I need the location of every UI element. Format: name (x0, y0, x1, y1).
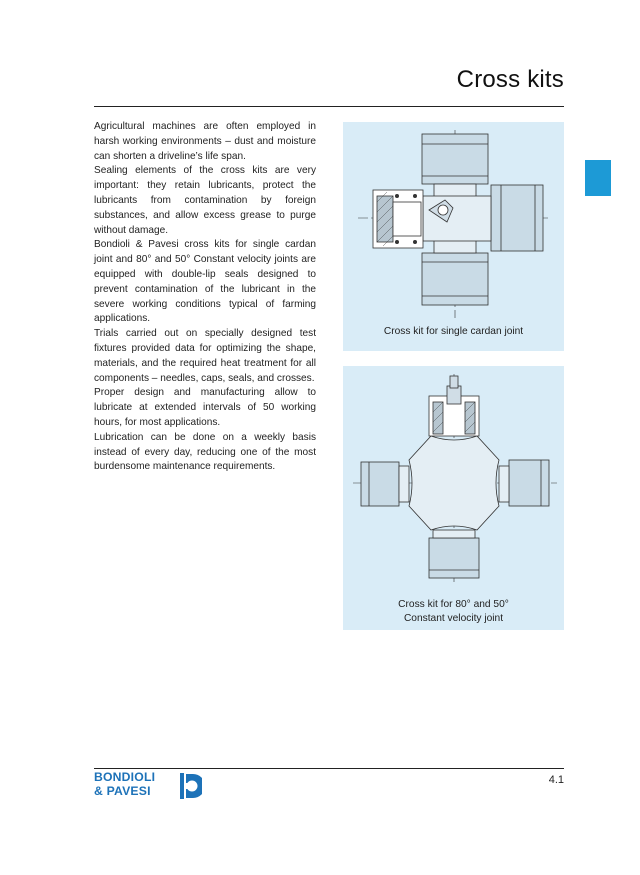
header-rule (94, 106, 564, 107)
logo-line: & PAVESI (94, 783, 151, 798)
page-number: 4.1 (548, 774, 564, 786)
figure-caption: Cross kit for single cardan joint (383, 326, 524, 337)
body-text (94, 120, 316, 475)
single-cardan-cross-drawing (343, 122, 564, 351)
logo-wordmark (94, 771, 155, 798)
figure-cv-joint-panel (343, 366, 564, 630)
logo-mark-icon (180, 773, 202, 799)
paragraph: Bondioli & Pavesi cross kits for single cardan joint and 80° and 50° Constant velocity joints are equipped with double-lip seals designed to prevent contamination of the lubricant in the severe working conditions typical of farming applications. (94, 239, 316, 325)
paragraph: Proper design and manufacturing allow to lubricate at extended intervals of 50 working hours, for most applications. (94, 387, 316, 428)
caption-line: Cross kit for 80° and 50° (398, 599, 509, 610)
paragraph: Sealing elements of the cross kits are very important: they retain lubricants, protect the lubricants from contamination by foreign substances, and allow excess grease to purge without damage. (94, 165, 316, 236)
page-title: Cross kits (456, 66, 564, 93)
paragraph: Lubrication can be done on a weekly basis instead of every day, reducing one of the most burdensome maintenance requirements. (94, 431, 316, 473)
bondioli-pavesi-logo (94, 771, 214, 801)
paragraph: Agricultural machines are often employed in harsh working environments – dust and moisture can shorten a driveline’s life span. (94, 121, 316, 162)
logo-line: BONDIOLI (94, 770, 156, 784)
footer-rule (94, 768, 564, 769)
cv-joint-cross-drawing (343, 366, 564, 630)
figure-caption (343, 598, 564, 626)
figure-single-cardan-panel (343, 122, 564, 351)
paragraph: Trials carried out on specially designed test fixtures provided data for optimizing the shape, materials, and the required heat treatment for all components – needles, caps, seals, and crosses. (94, 328, 316, 384)
section-tab-marker (585, 160, 611, 196)
caption-line: Constant velocity joint (403, 613, 504, 624)
